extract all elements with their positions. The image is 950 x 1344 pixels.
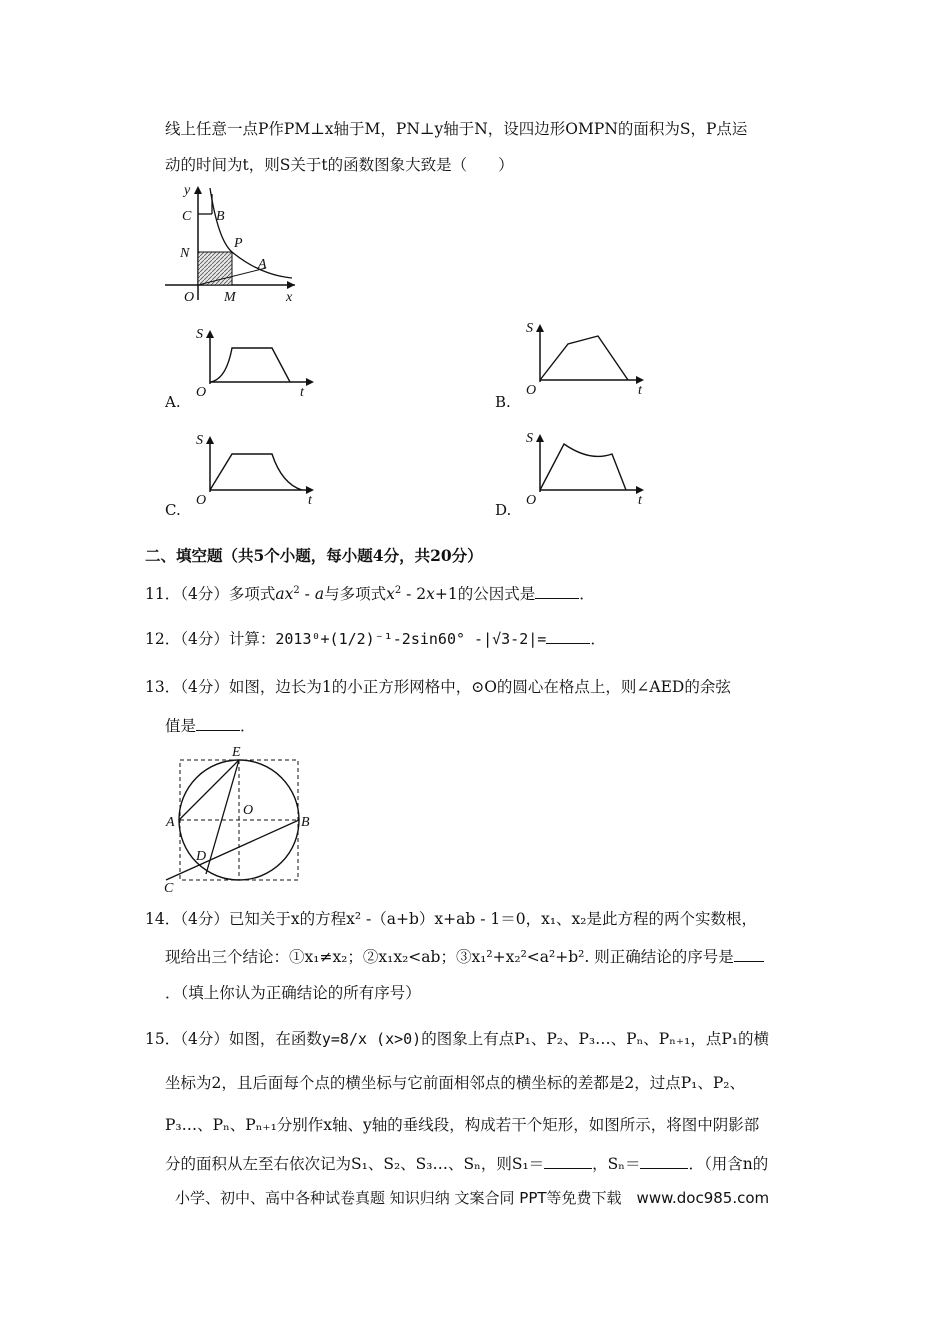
q15-line3: P₃…、Pₙ、Pₙ₊₁分别作x轴、y轴的垂线段，构成若干个矩形，如图所示，将图中阴影部 [165, 1116, 760, 1134]
q10-main-figure [160, 180, 310, 310]
fig-label-b: B [216, 209, 225, 224]
q15-line1: 15．（4分）如图，在函数y=8/x (x>0)的图象上有点P₁、P₂、P₃…、Pₙ、Pₙ₊₁，点P₁的横 [145, 1030, 769, 1048]
opt-b-s-label: S [526, 321, 533, 336]
section-title: 二、填空题（共5个小题，每小题4分，共20分） [145, 546, 483, 565]
option-a-graph [190, 322, 320, 400]
option-d-label[interactable]: D. [495, 501, 512, 519]
option-c-graph [190, 428, 320, 508]
fig13-label-c: C [164, 881, 174, 896]
opt-c-o-label: O [196, 493, 207, 508]
opt-a-s-label: S [196, 327, 203, 342]
q15-line4: 分的面积从左至右依次记为S₁、S₂、S₃…、Sₙ，则S₁＝ ，Sₙ＝ ．（用含n的 [165, 1152, 768, 1175]
fig-label-n: N [180, 246, 190, 261]
q15-function: y=8/x (x>0) [321, 1030, 422, 1048]
option-a-label[interactable]: A. [165, 393, 181, 411]
opt-a-t-label: t [300, 385, 304, 400]
fig13-label-a: A [166, 815, 175, 830]
q14-line1: 14．（4分）已知关于x的方程x² -（a+b）x+ab - 1＝0，x₁、x₂是此方程的两个实数根， [145, 910, 757, 928]
option-b-label[interactable]: B. [495, 393, 511, 411]
fig-label-y: y [184, 183, 191, 198]
fig13-label-b: B [301, 815, 310, 830]
fig-label-m: M [224, 290, 236, 305]
option-c-label[interactable]: C. [165, 501, 181, 519]
q11-line: 11．（4分）多项式$ax^2$ - a与多项式$x^2 - 2x+1$的公因式是 ． [145, 580, 595, 605]
opt-b-o-label: O [526, 383, 537, 398]
fig13-label-d: D [196, 849, 207, 864]
q14-line2: 现给出三个结论：①x₁≠x₂；②x₁x₂<ab；③x₁²+x₂²<a²+b². 则正确结论的序号是 [165, 945, 764, 968]
q15-s1-blank[interactable] [544, 1152, 592, 1169]
fig-label-x: x [286, 290, 293, 305]
fig-label-o: O [184, 290, 195, 305]
option-d-graph [520, 426, 650, 508]
fig-label-a: A [258, 257, 267, 272]
opt-d-t-label: t [638, 493, 642, 508]
q13-answer-blank[interactable] [196, 714, 240, 731]
q15-line2: 坐标为2，且后面每个点的横坐标与它前面相邻点的横坐标的差都是2，过点P₁、P₂、 [165, 1074, 746, 1092]
opt-b-t-label: t [638, 383, 642, 398]
page-footer: 小学、初中、高中各种试卷真题 知识归纳 文案合同 PPT等免费下载 www.doc985.com [175, 1189, 770, 1207]
q14-answer-blank[interactable] [734, 945, 764, 962]
q10-line2: 动的时间为t，则S关于t的函数图象大致是（ ） [165, 156, 514, 174]
q11-answer-blank[interactable] [535, 582, 579, 599]
q12-answer-blank[interactable] [546, 627, 590, 644]
q13-line1: 13．（4分）如图，边长为1的小正方形网格中，⊙O的圆心在格点上，则∠AED的余弦 [145, 678, 731, 696]
fig13-label-o: O [243, 803, 254, 818]
q13-line2: 值是 ． [165, 714, 256, 737]
q15-sn-blank[interactable] [640, 1152, 688, 1169]
q12-line: 12．（4分）计算：2013⁰+(1/2)⁻¹-2sin60° -|√3-2|= ． [145, 627, 606, 650]
option-b-graph [520, 316, 650, 400]
q10-line1: 线上任意一点P作PM⊥x轴于M，PN⊥y轴于N，设四边形OMPN的面积为S，P点运 [165, 120, 748, 138]
opt-a-o-label: O [196, 385, 207, 400]
fig13-label-e: E [232, 745, 241, 760]
q14-line3: ．（填上你认为正确结论的所有序号） [165, 984, 421, 1002]
fig-label-p: P [234, 236, 243, 251]
q13-circle-figure [160, 742, 320, 897]
opt-c-t-label: t [308, 493, 312, 508]
opt-c-s-label: S [196, 433, 203, 448]
q12-expression: 2013⁰+(1/2)⁻¹-2sin60° -|√3-2|= [275, 630, 547, 648]
fig-label-c: C [182, 209, 192, 224]
opt-d-s-label: S [526, 431, 533, 446]
opt-d-o-label: O [526, 493, 537, 508]
